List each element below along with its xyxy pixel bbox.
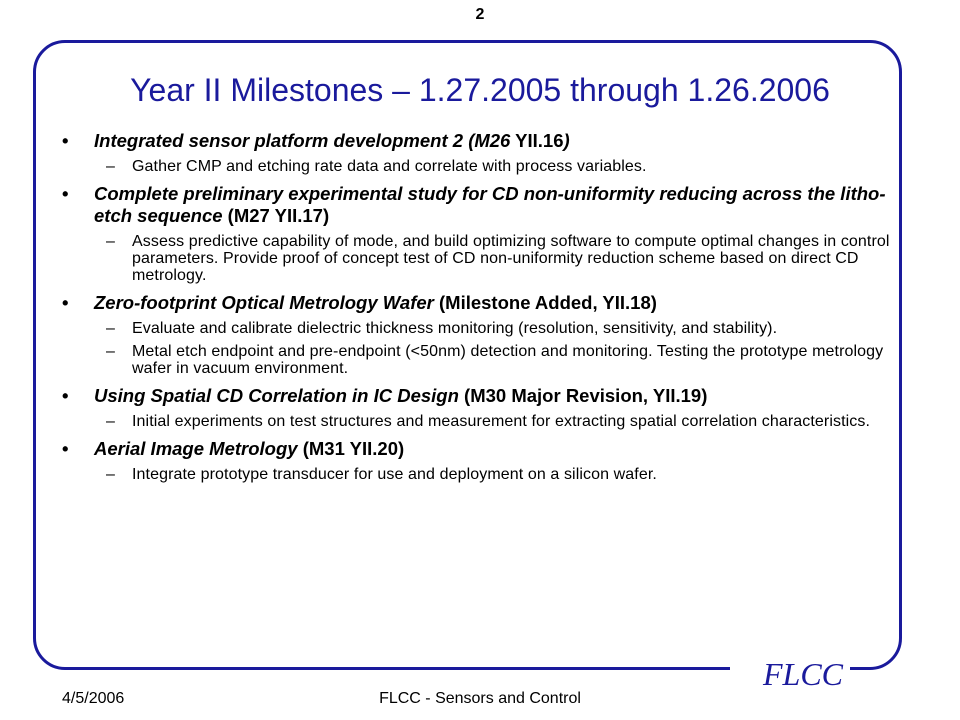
sub-bullet-text: Assess predictive capability of mode, and build optimizing software to compute optimal changes in control parameters. Provide proof of concept test of CD non-uniformity reduction scheme based on direct CD metrology. (132, 233, 890, 284)
sub-bullet-text: Metal etch endpoint and pre-endpoint (<50nm) detection and monitoring. Testing the prototype metrology wafer in vacuum environment. (132, 343, 884, 377)
bullet-item (62, 438, 897, 460)
bullet-dot: • (62, 183, 69, 204)
slide-title: Year II Milestones – 1.27.2005 through 1.26.2006 (130, 72, 830, 108)
sub-bullet-dash: – (106, 320, 115, 337)
footer-title: FLCC - Sensors and Control (379, 690, 581, 707)
sub-bullet-dash: – (106, 158, 115, 175)
sub-bullet-text: Evaluate and calibrate dielectric thickness monitoring (resolution, sensitivity, and stability). (132, 320, 778, 337)
bullet-italic-text: Zero-footprint Optical Metrology Wafer (94, 292, 434, 313)
bullet-italic-text: Aerial Image Metrology (94, 438, 298, 459)
flcc-logo: FLCC (762, 656, 844, 692)
sub-bullet-dash: – (106, 233, 115, 250)
bullet-dot: • (62, 130, 69, 151)
bullet-list (62, 130, 897, 483)
bullet-normal-text: (Milestone Added, YII.18) (433, 292, 657, 313)
sub-bullet-item (62, 233, 897, 284)
sub-bullet-text: Gather CMP and etching rate data and correlate with process variables. (132, 158, 647, 175)
bullet-normal-text: YII.16 (510, 130, 564, 151)
bullet-italic-text: Using Spatial CD Correlation in IC Design (94, 385, 459, 406)
sub-bullet-dash: – (106, 413, 115, 430)
bullet-normal-text: (M31 YII.20) (297, 438, 405, 459)
bullet-dot: • (62, 292, 69, 313)
bullet-italic-text: Integrated sensor platform development 2 (M26 (94, 130, 511, 151)
bullet-dot: • (62, 438, 69, 459)
sub-bullet-text: Integrate prototype transducer for use and deployment on a silicon wafer. (132, 466, 657, 483)
footer-date: 4/5/2006 (62, 690, 125, 707)
bullet-italic-suffix: ) (563, 130, 570, 151)
sub-bullet-dash: – (106, 343, 115, 360)
sub-bullet-item (62, 158, 897, 175)
sub-bullet-item (62, 343, 897, 377)
bullet-dot: • (62, 385, 69, 406)
bullet-item (62, 292, 897, 314)
sub-bullet-dash: – (106, 466, 115, 483)
bullet-item (62, 183, 897, 227)
bullet-item (62, 130, 897, 152)
sub-bullet-item (62, 466, 897, 483)
slide-number: 2 (475, 6, 485, 23)
bullet-normal-text: (M27 YII.17) (222, 205, 330, 226)
bullet-italic-text: Complete preliminary experimental study for CD non-uniformity reducing across the litho-etch sequence (94, 183, 886, 226)
bullet-item (62, 385, 897, 407)
bullet-normal-text: (M30 Major Revision, YII.19) (458, 385, 708, 406)
sub-bullet-item (62, 320, 897, 337)
sub-bullet-item (62, 413, 897, 430)
sub-bullet-text: Initial experiments on test structures and measurement for extracting spatial correlation characteristics. (132, 413, 871, 430)
